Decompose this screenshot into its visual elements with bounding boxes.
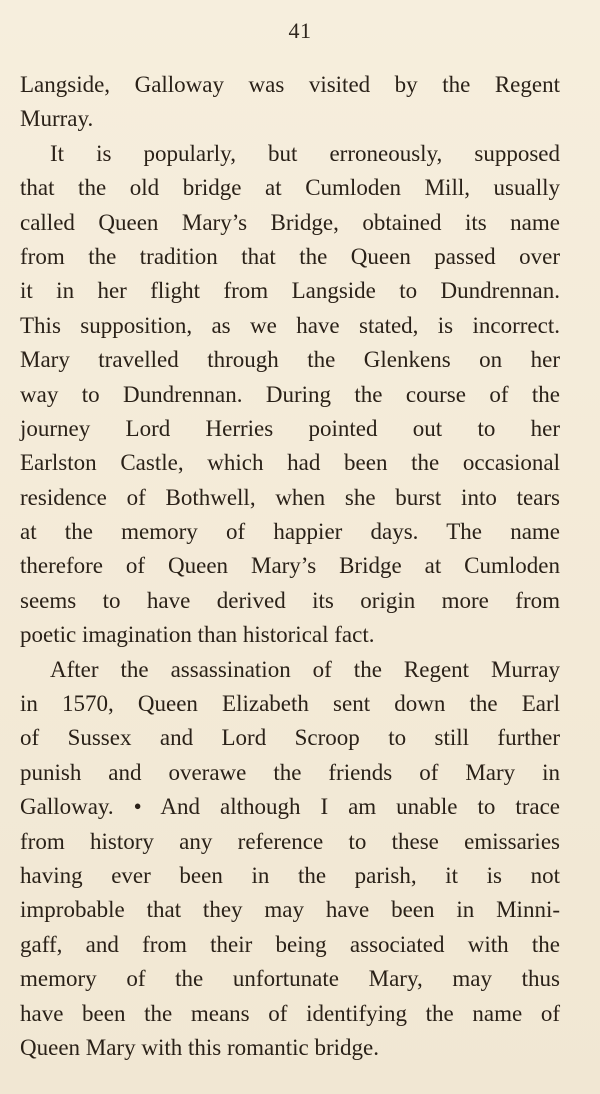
text-line: gaff, and from their being associated with the bbox=[20, 931, 560, 957]
text-line: punish and overawe the friends of Mary in bbox=[20, 759, 560, 785]
text-line: have been the means of identifying the name of bbox=[20, 1000, 560, 1026]
text-line: way to Dundrennan. During the course of the bbox=[20, 381, 560, 407]
text-line: poetic imagination than historical fact. bbox=[20, 622, 375, 648]
text-line: improbable that they may have been in Minni- bbox=[20, 897, 560, 923]
text-line: therefore of Queen Mary’s Bridge at Cumloden bbox=[20, 553, 560, 579]
text-line: it in her flight from Langside to Dundrennan. bbox=[20, 278, 560, 304]
text-line: memory of the unfortunate Mary, may thus bbox=[20, 966, 560, 992]
text-line: Mary travelled through the Glenkens on her bbox=[20, 347, 560, 373]
text-line: journey Lord Herries pointed out to her bbox=[20, 415, 560, 441]
text-line: of Sussex and Lord Scroop to still further bbox=[20, 725, 560, 751]
page-number: 41 bbox=[288, 18, 312, 43]
text-line: at the memory of happier days. The name bbox=[20, 519, 560, 545]
text-line: This supposition, as we have stated, is incorrect. bbox=[20, 312, 560, 338]
text-line: Earlston Castle, which had been the occasional bbox=[20, 450, 560, 476]
text-line: that the old bridge at Cumloden Mill, usually bbox=[20, 175, 560, 201]
text-line: seems to have derived its origin more from bbox=[20, 587, 560, 613]
text-line: from history any reference to these emissaries bbox=[20, 828, 560, 854]
text-line: called Queen Mary’s Bridge, obtained its name bbox=[20, 209, 560, 235]
text-line: Langside, Galloway was visited by the Regent bbox=[20, 72, 560, 97]
text-line: residence of Bothwell, when she burst into tears bbox=[20, 484, 560, 510]
paragraph-first-line: After the assassination of the Regent Murray bbox=[50, 656, 560, 682]
text-line: Queen Mary with this romantic bridge. bbox=[20, 1034, 379, 1060]
text-line: having ever been in the parish, it is not bbox=[20, 862, 560, 888]
text-line: Galloway. • And although I am unable to trace bbox=[20, 794, 560, 820]
text-line: in 1570, Queen Elizabeth sent down the Earl bbox=[20, 691, 560, 717]
text-line: Murray. bbox=[20, 106, 94, 132]
body-text bbox=[20, 68, 560, 1065]
text-line: from the tradition that the Queen passed over bbox=[20, 243, 560, 269]
paragraph-first-line: It is popularly, but erroneously, supposed bbox=[50, 140, 560, 166]
